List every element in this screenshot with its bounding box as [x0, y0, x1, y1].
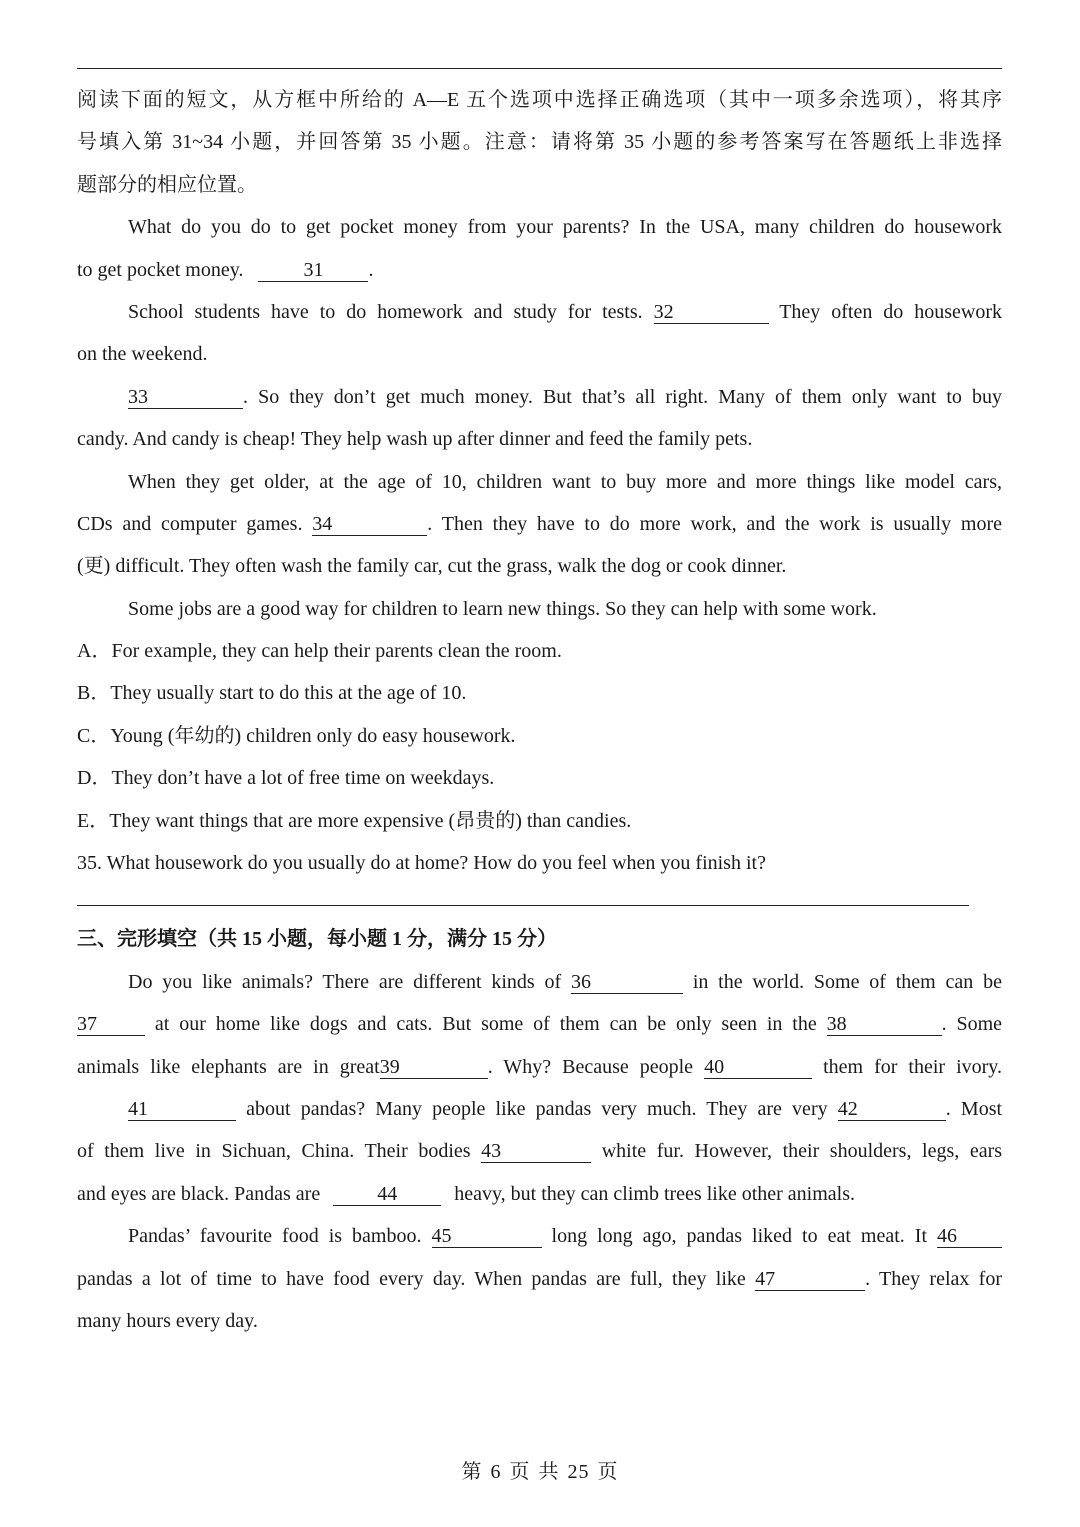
page-footer: [0, 1455, 1080, 1484]
blank-37[interactable]: 37: [77, 1013, 145, 1036]
option-letter: C．: [77, 724, 111, 747]
passage2-line: [77, 1088, 1002, 1130]
document-body: [77, 79, 1002, 1342]
option-letter: A．: [77, 640, 112, 663]
passage1-line: [77, 249, 1002, 291]
text: them for their ivory.: [823, 1055, 1002, 1078]
blank-38[interactable]: 38: [827, 1013, 942, 1036]
blank-47[interactable]: 47: [755, 1268, 865, 1291]
passage1-line: [77, 503, 1002, 545]
blank-40[interactable]: 40: [704, 1056, 812, 1079]
blank-31[interactable]: 31: [258, 259, 368, 282]
page-total: 25: [567, 1461, 590, 1483]
option-text: They don’t have a lot of free time on weekdays.: [111, 767, 495, 790]
passage2-line: [77, 1215, 1002, 1257]
footer-text: 页: [509, 1461, 531, 1483]
blank-32[interactable]: 32: [654, 301, 769, 324]
text: . So they don’t get much money. But that’s all right. Many of them only want to buy: [243, 385, 1002, 408]
option-d: [77, 757, 1002, 799]
blank-46[interactable]: 46: [937, 1225, 1002, 1248]
answer-line-35[interactable]: [77, 905, 969, 906]
instruction-line-1: 阅读下面的短文，从方框中所给的 A—E 五个选项中选择正确选项（其中一项多余选项），将其序: [77, 89, 1002, 111]
option-text: For example, they can help their parents clean the room.: [111, 640, 562, 663]
page-number: 6: [490, 1461, 502, 1483]
option-text: They usually start to do this at the age of 10.: [110, 682, 467, 705]
passage2-line: [77, 1258, 1002, 1300]
passage1-line: [77, 291, 1002, 333]
option-c: [77, 715, 1002, 757]
section-3-title: 三、完形填空（共 15 小题，每小题 1 分，满分 15 分）: [77, 928, 557, 951]
footer-text: 第: [461, 1461, 483, 1483]
question-35: 35. What housework do you usually do at home? How do you feel when you finish it?: [77, 852, 766, 875]
option-letter: D．: [77, 767, 112, 790]
text: . They relax for: [865, 1267, 1003, 1290]
text: long long ago, pandas liked to eat meat. It: [551, 1225, 928, 1248]
text: . Some: [941, 1013, 1003, 1036]
text: at our home like dogs and cats. But some of them can be only seen in the: [154, 1013, 817, 1036]
text: Do you like animals? There are different kinds of: [128, 970, 562, 993]
blank-39[interactable]: 39: [380, 1056, 488, 1079]
text: to get pocket money.: [77, 258, 244, 281]
instruction-line-3: 题部分的相应位置。: [77, 173, 257, 196]
text: Pandas’ favourite food is bamboo.: [128, 1225, 422, 1248]
blank-43[interactable]: 43: [481, 1140, 591, 1163]
blank-34[interactable]: 34: [312, 513, 427, 536]
blank-36[interactable]: 36: [571, 971, 683, 994]
text: about pandas? Many people like pandas very much. They are very: [246, 1097, 828, 1120]
text: . Then they have to do more work, and the work is usually more: [427, 512, 1003, 535]
text: School students have to do homework and study for tests.: [128, 300, 643, 323]
passage1-line: on the weekend.: [77, 343, 208, 366]
option-letter: B．: [77, 682, 111, 705]
text: pandas a lot of time to have food every day. When pandas are full, they like: [77, 1267, 746, 1290]
text: They often do housework: [779, 300, 1002, 323]
footer-text: 页: [597, 1461, 619, 1483]
top-rule: [77, 68, 1002, 69]
passage1-line: [77, 376, 1002, 418]
passage1-line: What do you do to get pocket money from your parents? In the USA, many children do housework: [128, 216, 1002, 239]
text: .: [368, 258, 374, 281]
passage2-line: [77, 1003, 1002, 1045]
option-text: They want things that are more expensive (昂贵的) than candies.: [109, 809, 632, 832]
option-a: [77, 630, 1002, 672]
passage2-line: [77, 1173, 1002, 1215]
blank-33[interactable]: 33: [128, 386, 243, 409]
text: white fur. However, their shoulders, legs, ears: [601, 1140, 1003, 1163]
footer-text: 共: [538, 1461, 560, 1483]
text: . Most: [945, 1097, 1003, 1120]
passage2-line: [77, 1046, 1002, 1088]
passage1-line: candy. And candy is cheap! They help wash up after dinner and feed the family pets.: [77, 428, 753, 451]
blank-42[interactable]: 42: [838, 1098, 946, 1121]
option-b: [77, 672, 1002, 714]
passage2-line: [77, 1130, 1002, 1172]
passage1-line: Some jobs are a good way for children to learn new things. So they can help with some work.: [128, 597, 877, 620]
text: of them live in Sichuan, China. Their bodies: [77, 1140, 471, 1163]
text: CDs and computer games.: [77, 512, 303, 535]
blank-44[interactable]: 44: [333, 1183, 441, 1206]
text: and eyes are black. Pandas are: [77, 1182, 321, 1205]
blank-45[interactable]: 45: [432, 1225, 542, 1248]
text: in the world. Some of them can be: [692, 970, 1002, 993]
blank-41[interactable]: 41: [128, 1098, 236, 1121]
text: . Why? Because people: [487, 1055, 694, 1078]
passage1-line: (更) difficult. They often wash the family car, cut the grass, walk the dog or cook dinner.: [77, 555, 787, 578]
text: heavy, but they can climb trees like other animals.: [454, 1182, 856, 1205]
option-e: [77, 800, 1002, 842]
passage1-line: When they get older, at the age of 10, children want to buy more and more things like model cars,: [128, 470, 1002, 493]
option-letter: E．: [77, 809, 110, 832]
passage2-line: many hours every day.: [77, 1309, 258, 1332]
option-text: Young (年幼的) children only do easy housework.: [110, 724, 516, 747]
text: animals like elephants are in great: [77, 1055, 380, 1078]
passage2-line: [77, 961, 1002, 1003]
instruction-line-2: 号填入第 31~34 小题，并回答第 35 小题。注意：请将第 35 小题的参考答案写在答题纸上非选择: [77, 131, 1002, 154]
